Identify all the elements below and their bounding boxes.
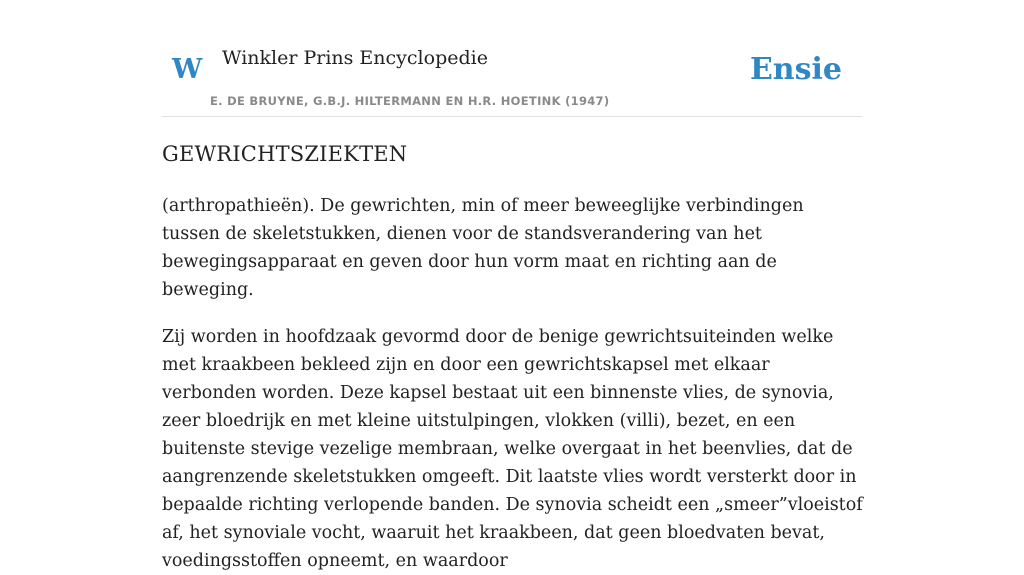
header <box>162 0 862 117</box>
book-authors: E. DE BRUYNE, G.B.J. HILTERMANN EN H.R. HOETINK (1947) <box>210 94 610 108</box>
ensie-logo[interactable]: Ensie <box>749 52 842 87</box>
article-title: GEWRICHTSZIEKTEN <box>162 142 408 166</box>
book-title[interactable]: Winkler Prins Encyclopedie <box>222 47 488 69</box>
article-paragraph: Zij worden in hoofdzaak gevormd door de benige gewrichtsuiteinden welke met kraakbeen bekleed zijn en door een gewrichtskapsel met elkaar verbonden worden. Deze kapsel bestaat uit een binnenste vlies, de synovia, zeer bloedrijk en met kleine uitstulpingen, vlokken (villi), bezet, en een buitenste stevige vezelige membraan, welke overgaat in het beenvlies, dat de aangrenzende skeletstukken omgeeft. Dit laatste vlies wordt versterkt door in bepaalde richting verlopende banden. De synovia scheidt een „smeer”vloeistof af, het synoviale vocht, waaruit het kraakbeen, dat geen bloedvaten bevat, voedingsstoffen opneemt, en waardoor <box>162 327 863 571</box>
winkler-prins-logo[interactable]: W <box>172 54 203 85</box>
article-paragraph: (arthropathieën). De gewrichten, min of meer beweeglijke verbindingen tussen de skeletstukken, dienen voor de standsverandering van het bewegingsapparaat en geven door hun vorm maat en richting aan de beweging. <box>162 196 804 300</box>
article <box>162 136 864 575</box>
